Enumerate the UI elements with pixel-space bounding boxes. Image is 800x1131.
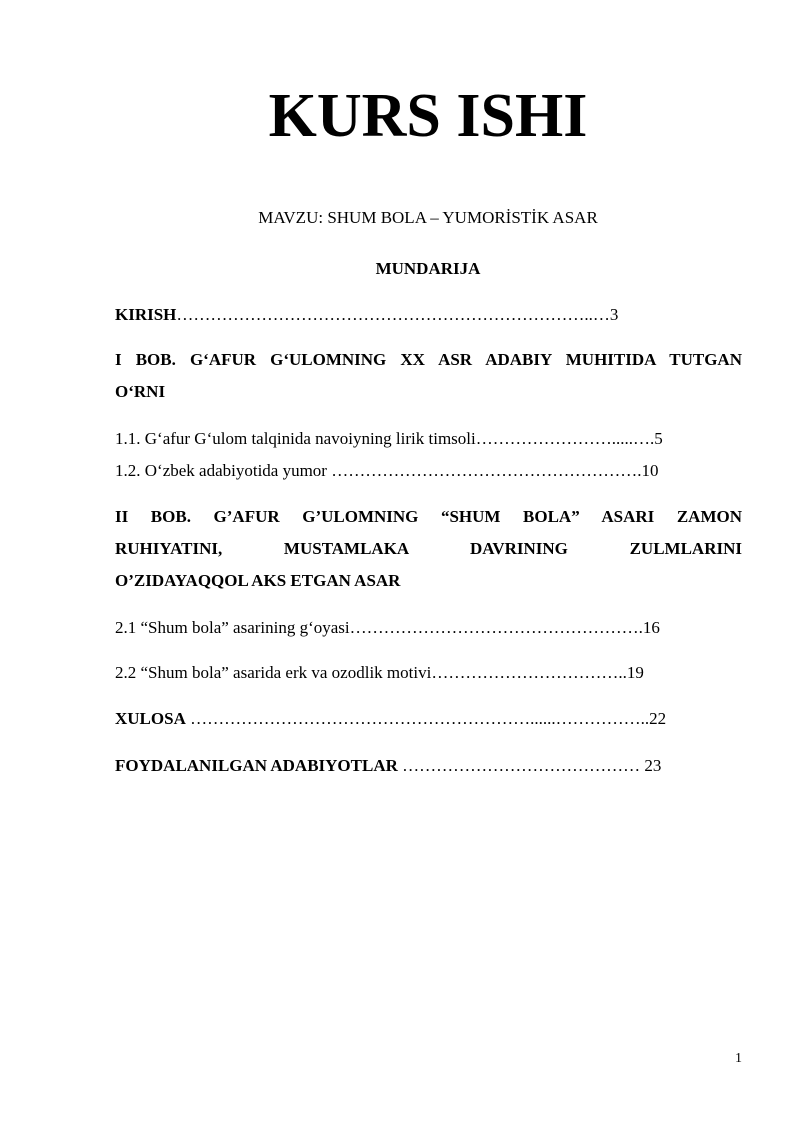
toc-page-number: 10 [641, 461, 659, 480]
chapter-2-line-3: O’ZIDAYAQQOL AKS ETGAN ASAR [115, 571, 401, 590]
toc-leader-dots: ………………………………………………. [331, 461, 642, 480]
toc-entry-conclusion [115, 708, 666, 730]
document-topic: MAVZU: SHUM BOLA – YUMORİSTİK ASAR [258, 208, 598, 227]
toc-page-number: 5 [654, 429, 663, 448]
chapter-2-line-2: RUHIYATINI, MUSTAMLAKA DAVRINING ZULMLARINI [115, 539, 742, 558]
chapter-1-line-2: O‘RNI [115, 382, 166, 401]
chapter-2-line-1: II BOB. G’AFUR G’ULOMNING “SHUM BOLA” ASARI ZAMON [115, 507, 742, 526]
toc-leader-dots: …………………….....…. [475, 429, 655, 448]
toc-leader-dots: ……………………………………………. [349, 618, 643, 637]
toc-page-number: 23 [644, 756, 662, 775]
toc-chapter-1 [115, 344, 742, 408]
toc-page-number: 3 [609, 305, 619, 324]
toc-entry-2-2 [115, 662, 644, 684]
document-title: KURS ISHI [268, 82, 588, 150]
toc-entry-label: 1.2. O‘zbek adabiyotida yumor [115, 461, 332, 480]
toc-page-number: 19 [626, 663, 644, 682]
toc-entry-label: 2.1 “Shum bola” asarining g‘oyasi [115, 618, 350, 637]
toc-leader-dots: ……………………………………………………......…………….. [185, 709, 650, 728]
toc-entry-references [115, 755, 661, 777]
toc-entry-intro [115, 304, 618, 326]
toc-entry-label: KIRISH [115, 305, 177, 324]
toc-leader-dots: …………………………….. [431, 663, 627, 682]
toc-leader-dots: …………………………………… [397, 756, 645, 775]
toc-entry-1-1 [115, 428, 663, 450]
page-number: 1 [735, 1051, 742, 1066]
toc-entry-label: 1.1. G‘afur G‘ulom talqinida navoiyning lirik timsoli [115, 429, 476, 448]
toc-entry-label: 2.2 “Shum bola” asarida erk va ozodlik motivi [115, 663, 432, 682]
toc-page-number: 22 [649, 709, 667, 728]
toc-page-number: 16 [642, 618, 660, 637]
chapter-1-line-1: I BOB. G‘AFUR G‘ULOMNING XX ASR ADABIY MUHITIDA TUTGAN [115, 350, 742, 369]
toc-chapter-2 [115, 501, 742, 597]
toc-entry-2-1 [115, 617, 660, 639]
toc-leader-dots: ………………………………………………………………..… [176, 305, 610, 324]
toc-heading: MUNDARIJA [375, 259, 481, 278]
toc-entry-label: FOYDALANILGAN ADABIYOTLAR [115, 756, 398, 775]
toc-entry-1-2 [115, 460, 658, 482]
toc-entry-label: XULOSA [115, 709, 186, 728]
